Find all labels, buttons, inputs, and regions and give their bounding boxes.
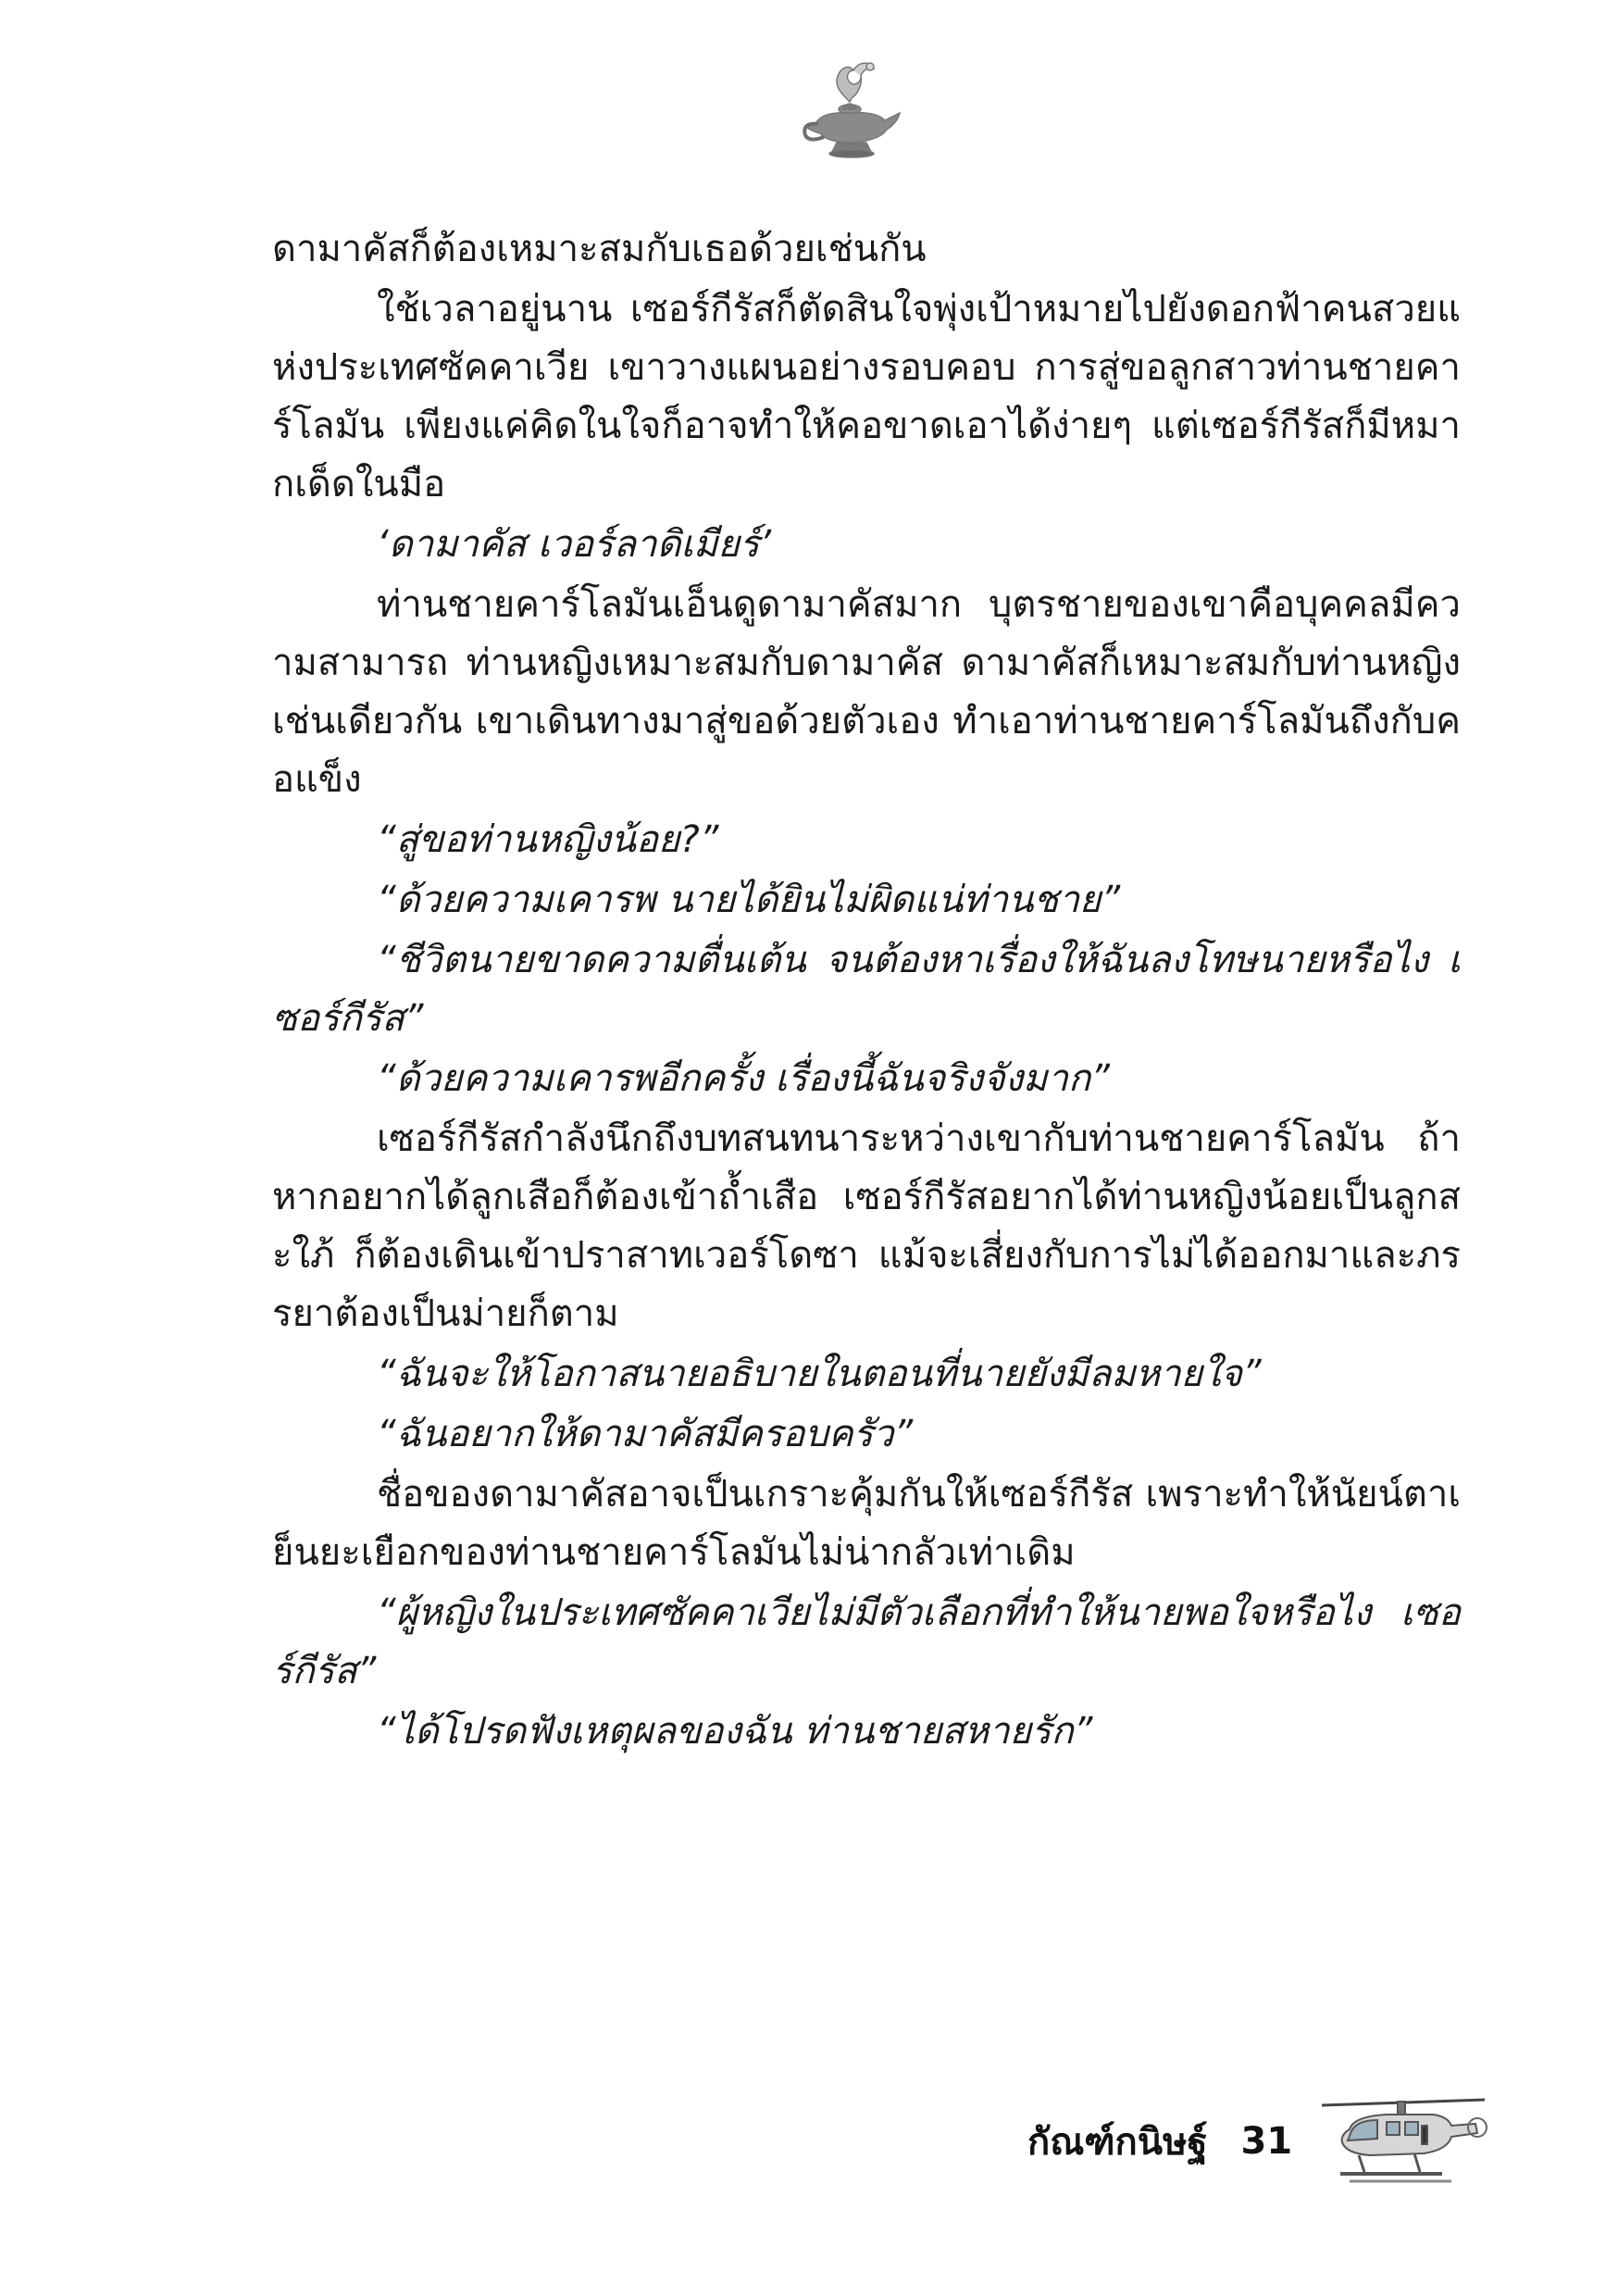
paragraph: เซอร์กีรัสกำลังนึกถึงบทสนทนาระหว่างเขากับท่านชายคาร์โลมัน ถ้าหากอยากได้ลูกเสือก็ต้องเข้าถ้ำเสือ เซอร์กีรัสอยากได้ท่านหญิงน้อยเป็นลูกสะใภ้ ก็ต้องเดินเข้าปราสาทเวอร์โดซา แม้จะเสี่ยงกับการไม่ได้ออกมาและภรรยาต้องเป็นม่ายก็ตาม [272, 1117, 1461, 1335]
dialogue-line: “ด้วยความเคารพ นายได้ยินไม่ผิดแน่ท่านชาย” [377, 879, 1121, 921]
paragraph: ‘ดามาคัส เวอร์ลาดิเมียร์’ [377, 523, 772, 566]
dialogue-line: “ด้วยความเคารพอีกครั้ง เรื่องนี้ฉันจริงจังมาก” [377, 1057, 1110, 1100]
paragraph: ชื่อของดามาคัสอาจเป็นเกราะคุ้มกันให้เซอร์กีรัส เพราะทำให้นัยน์ตาเย็นยะเยือกของท่านชายคาร์โลมันไม่น่ากลัวเท่าเดิม [272, 1473, 1461, 1574]
page-number: 31 [1240, 2120, 1293, 2163]
dialogue-line: “ฉันจะให้โอกาสนายอธิบายในตอนที่นายยังมีลมหายใจ” [377, 1353, 1262, 1395]
paragraph: ใช้เวลาอยู่นาน เซอร์กีรัสก็ตัดสินใจพุ่งเป้าหมายไปยังดอกฟ้าคนสวยแห่งประเทศซัคคาเวีย เขาวางแผนอย่างรอบคอบ การสู่ขอลูกสาวท่านชายคาร์โลมัน เพียงแค่คิดในใจก็อาจทำให้คอขาดเอาได้ง่ายๆ แต่เซอร์กีรัสก็มีหมากเด็ดในมือ [272, 288, 1461, 505]
dialogue-line: “ชีวิตนายขาดความตื่นเต้น จนต้องหาเรื่องให้ฉันลงโทษนายหรือไง เซอร์กีรัส” [272, 939, 1461, 1040]
helicopter-icon [1313, 2092, 1490, 2194]
genie-lamp-icon [796, 57, 907, 161]
paragraph: ดามาคัสก็ต้องเหมาะสมกับเธอด้วยเช่นกัน [272, 228, 927, 270]
dialogue-line: “สู่ขอท่านหญิงน้อย?” [377, 818, 719, 861]
book-title: กัณฑ์กนิษฐ์ [1027, 2121, 1208, 2164]
body-text [272, 220, 1461, 1763]
dialogue-line: “ผู้หญิงในประเทศซัคคาเวียไม่มีตัวเลือกที่ทำให้นายพอใจหรือไง เซอร์กีรัส” [272, 1591, 1461, 1692]
dialogue-line: “ได้โปรดฟังเหตุผลของฉัน ท่านชายสหายรัก” [377, 1710, 1093, 1753]
paragraph: ท่านชายคาร์โลมันเอ็นดูดามาคัสมาก บุตรชายของเขาคือบุคคลมีความสามารถ ท่านหญิงเหมาะสมกับดามาคัส ดามาคัสก็เหมาะสมกับท่านหญิงเช่นเดียวกัน เขาเดินทางมาสู่ขอด้วยตัวเอง ทำเอาท่านชายคาร์โลมันถึงกับคอแข็ง [272, 583, 1461, 801]
page-footer [1027, 2109, 1292, 2174]
dialogue-line: “ฉันอยากให้ดามาคัสมีครอบครัว” [377, 1413, 914, 1455]
